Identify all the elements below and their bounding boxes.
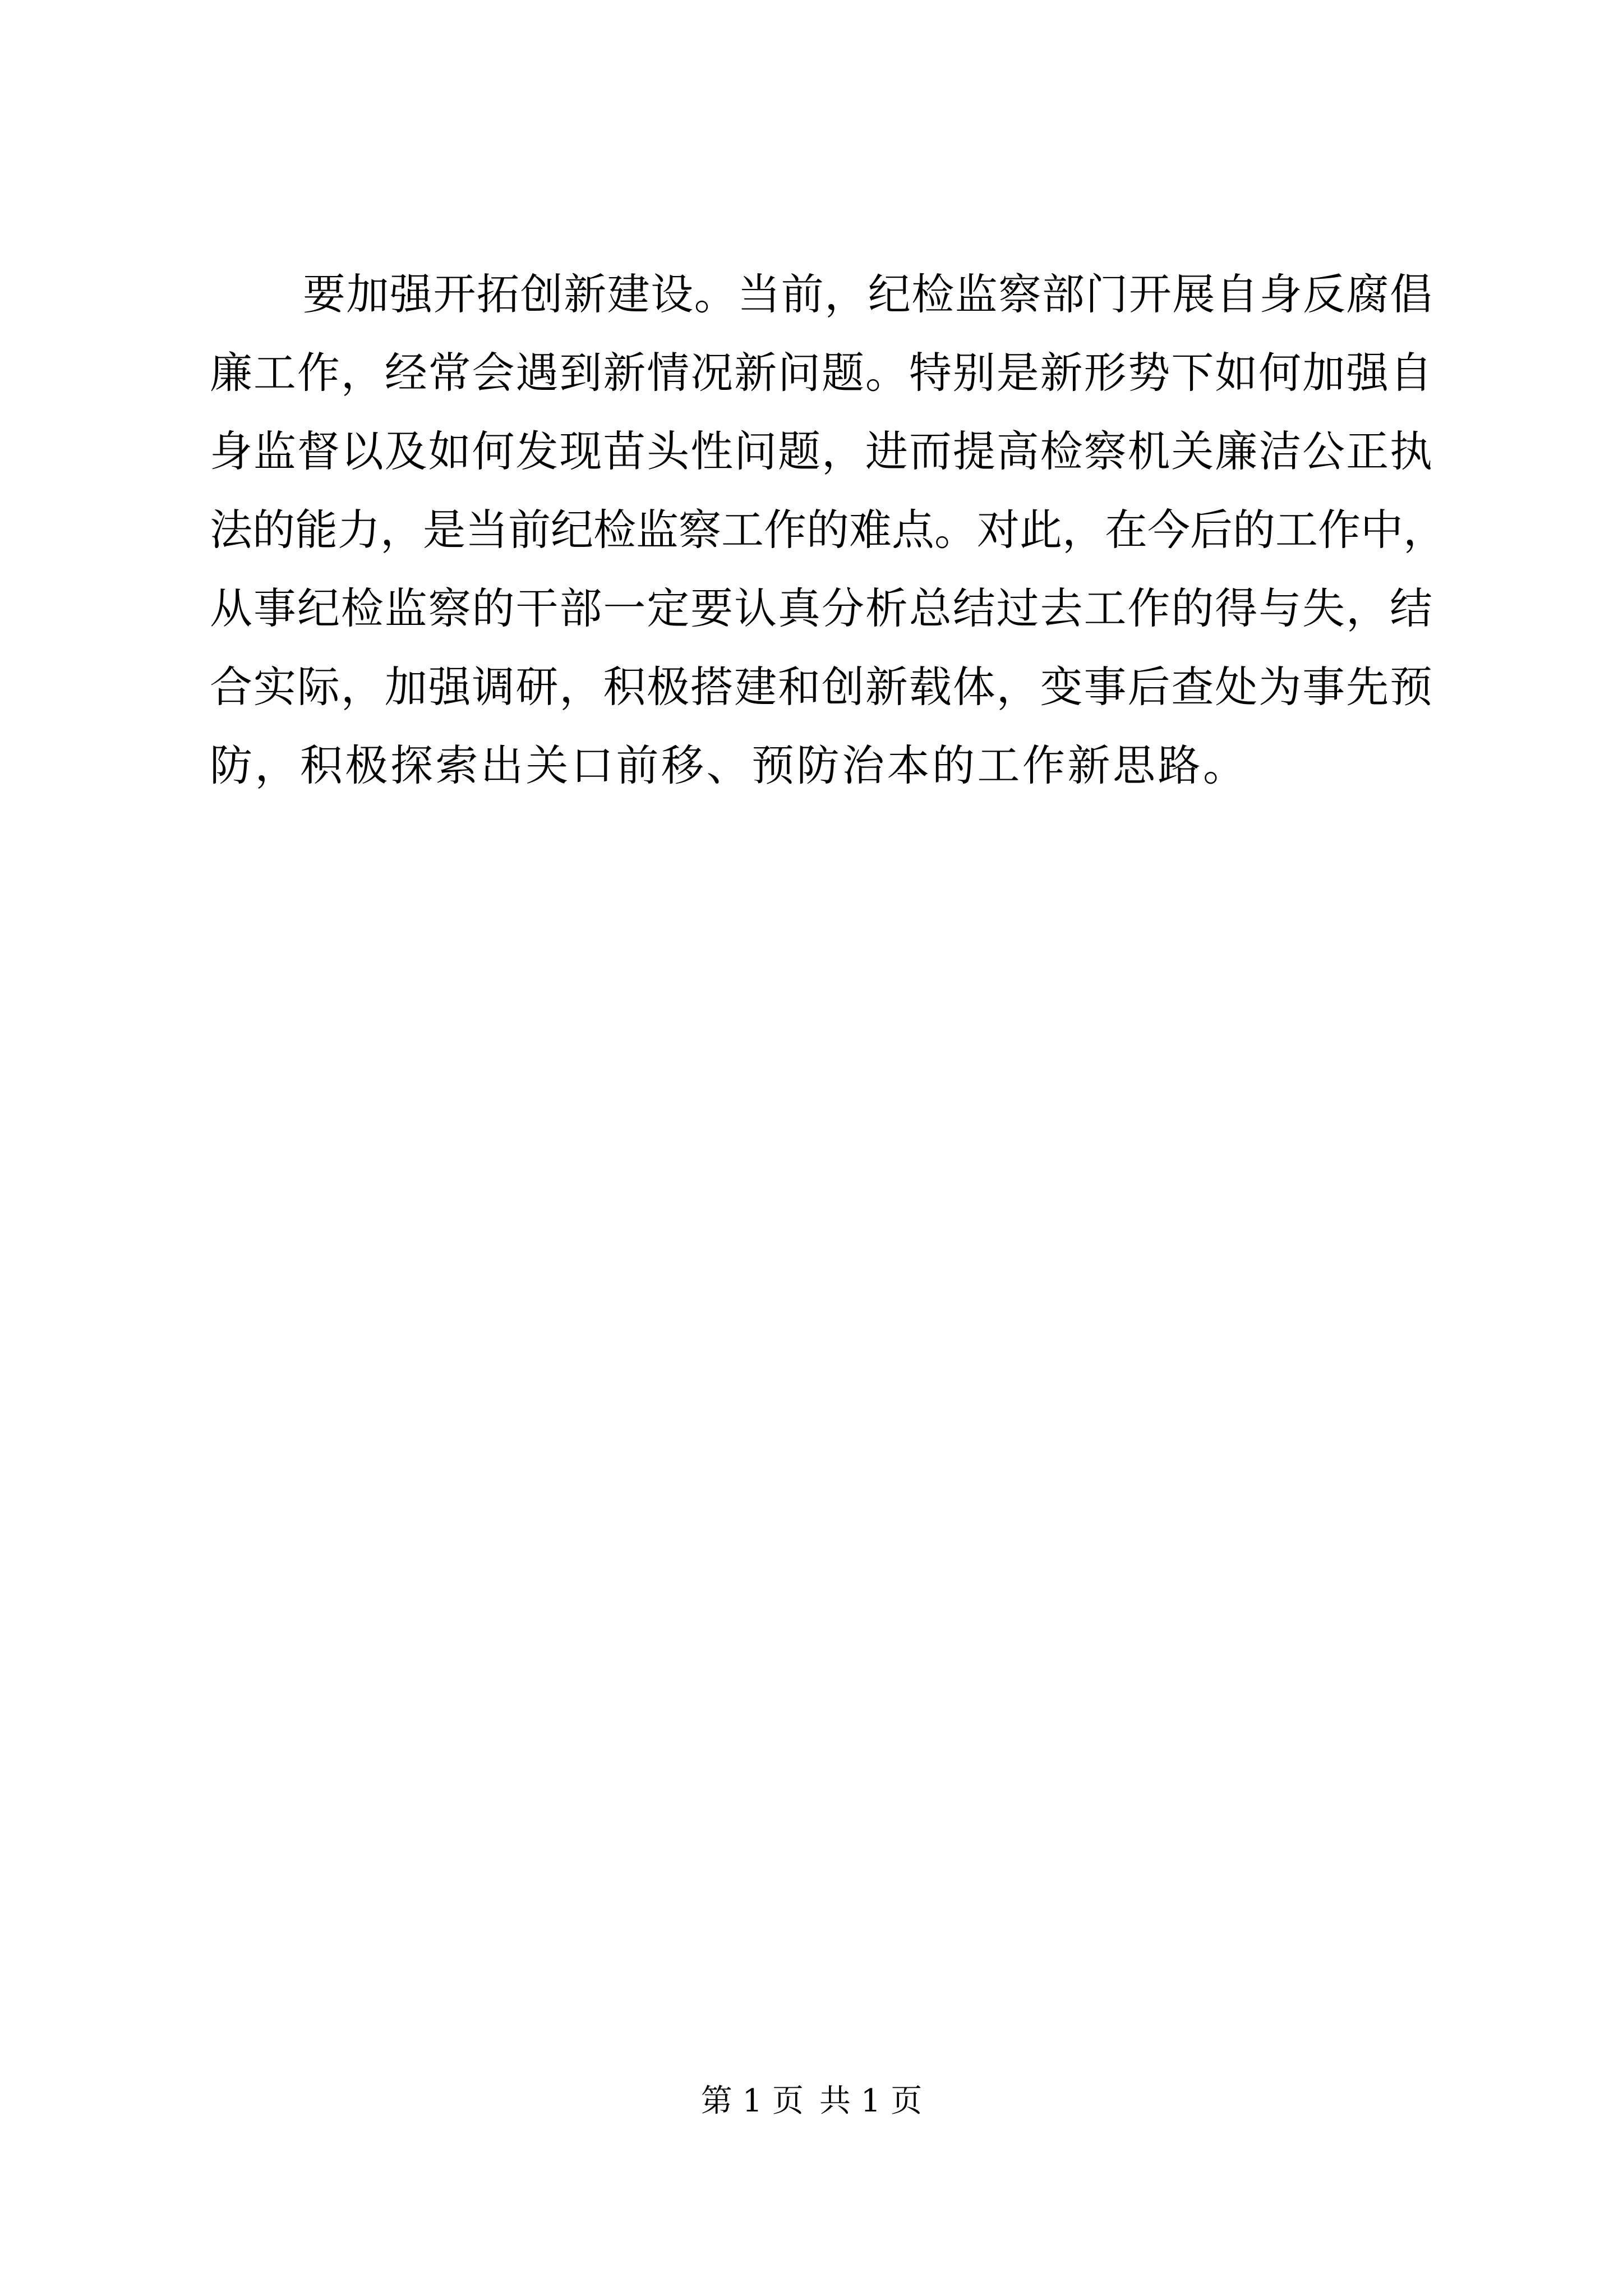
page-total: 共 1 页: [819, 2083, 923, 2119]
paragraph-line: 要加强开拓创新建设。当前，纪检监察部门开展自身反腐倡: [303, 269, 1432, 319]
paragraph-line: 法的能力，是当前纪检监察工作的难点。对此，在今后的工作中，: [210, 505, 1446, 555]
paragraph-line: 廉工作，经常会遇到新情况新问题。特别是新形势下如何加强自: [210, 348, 1432, 398]
page-number: 第 1 页: [700, 2083, 804, 2119]
paragraph-line: 合实际，加强调研，积极搭建和创新载体，变事后查处为事先预: [210, 662, 1432, 712]
body-paragraph: [210, 255, 1446, 805]
page-footer: [0, 2079, 1623, 2124]
paragraph-line: 身监督以及如何发现苗头性问题，进而提高检察机关廉洁公正执: [210, 426, 1432, 476]
paragraph-line: 防，积极探索出关口前移、预防治本的工作新思路。: [210, 740, 1248, 790]
paragraph-line: 从事纪检监察的干部一定要认真分析总结过去工作的得与失，结: [210, 583, 1432, 633]
